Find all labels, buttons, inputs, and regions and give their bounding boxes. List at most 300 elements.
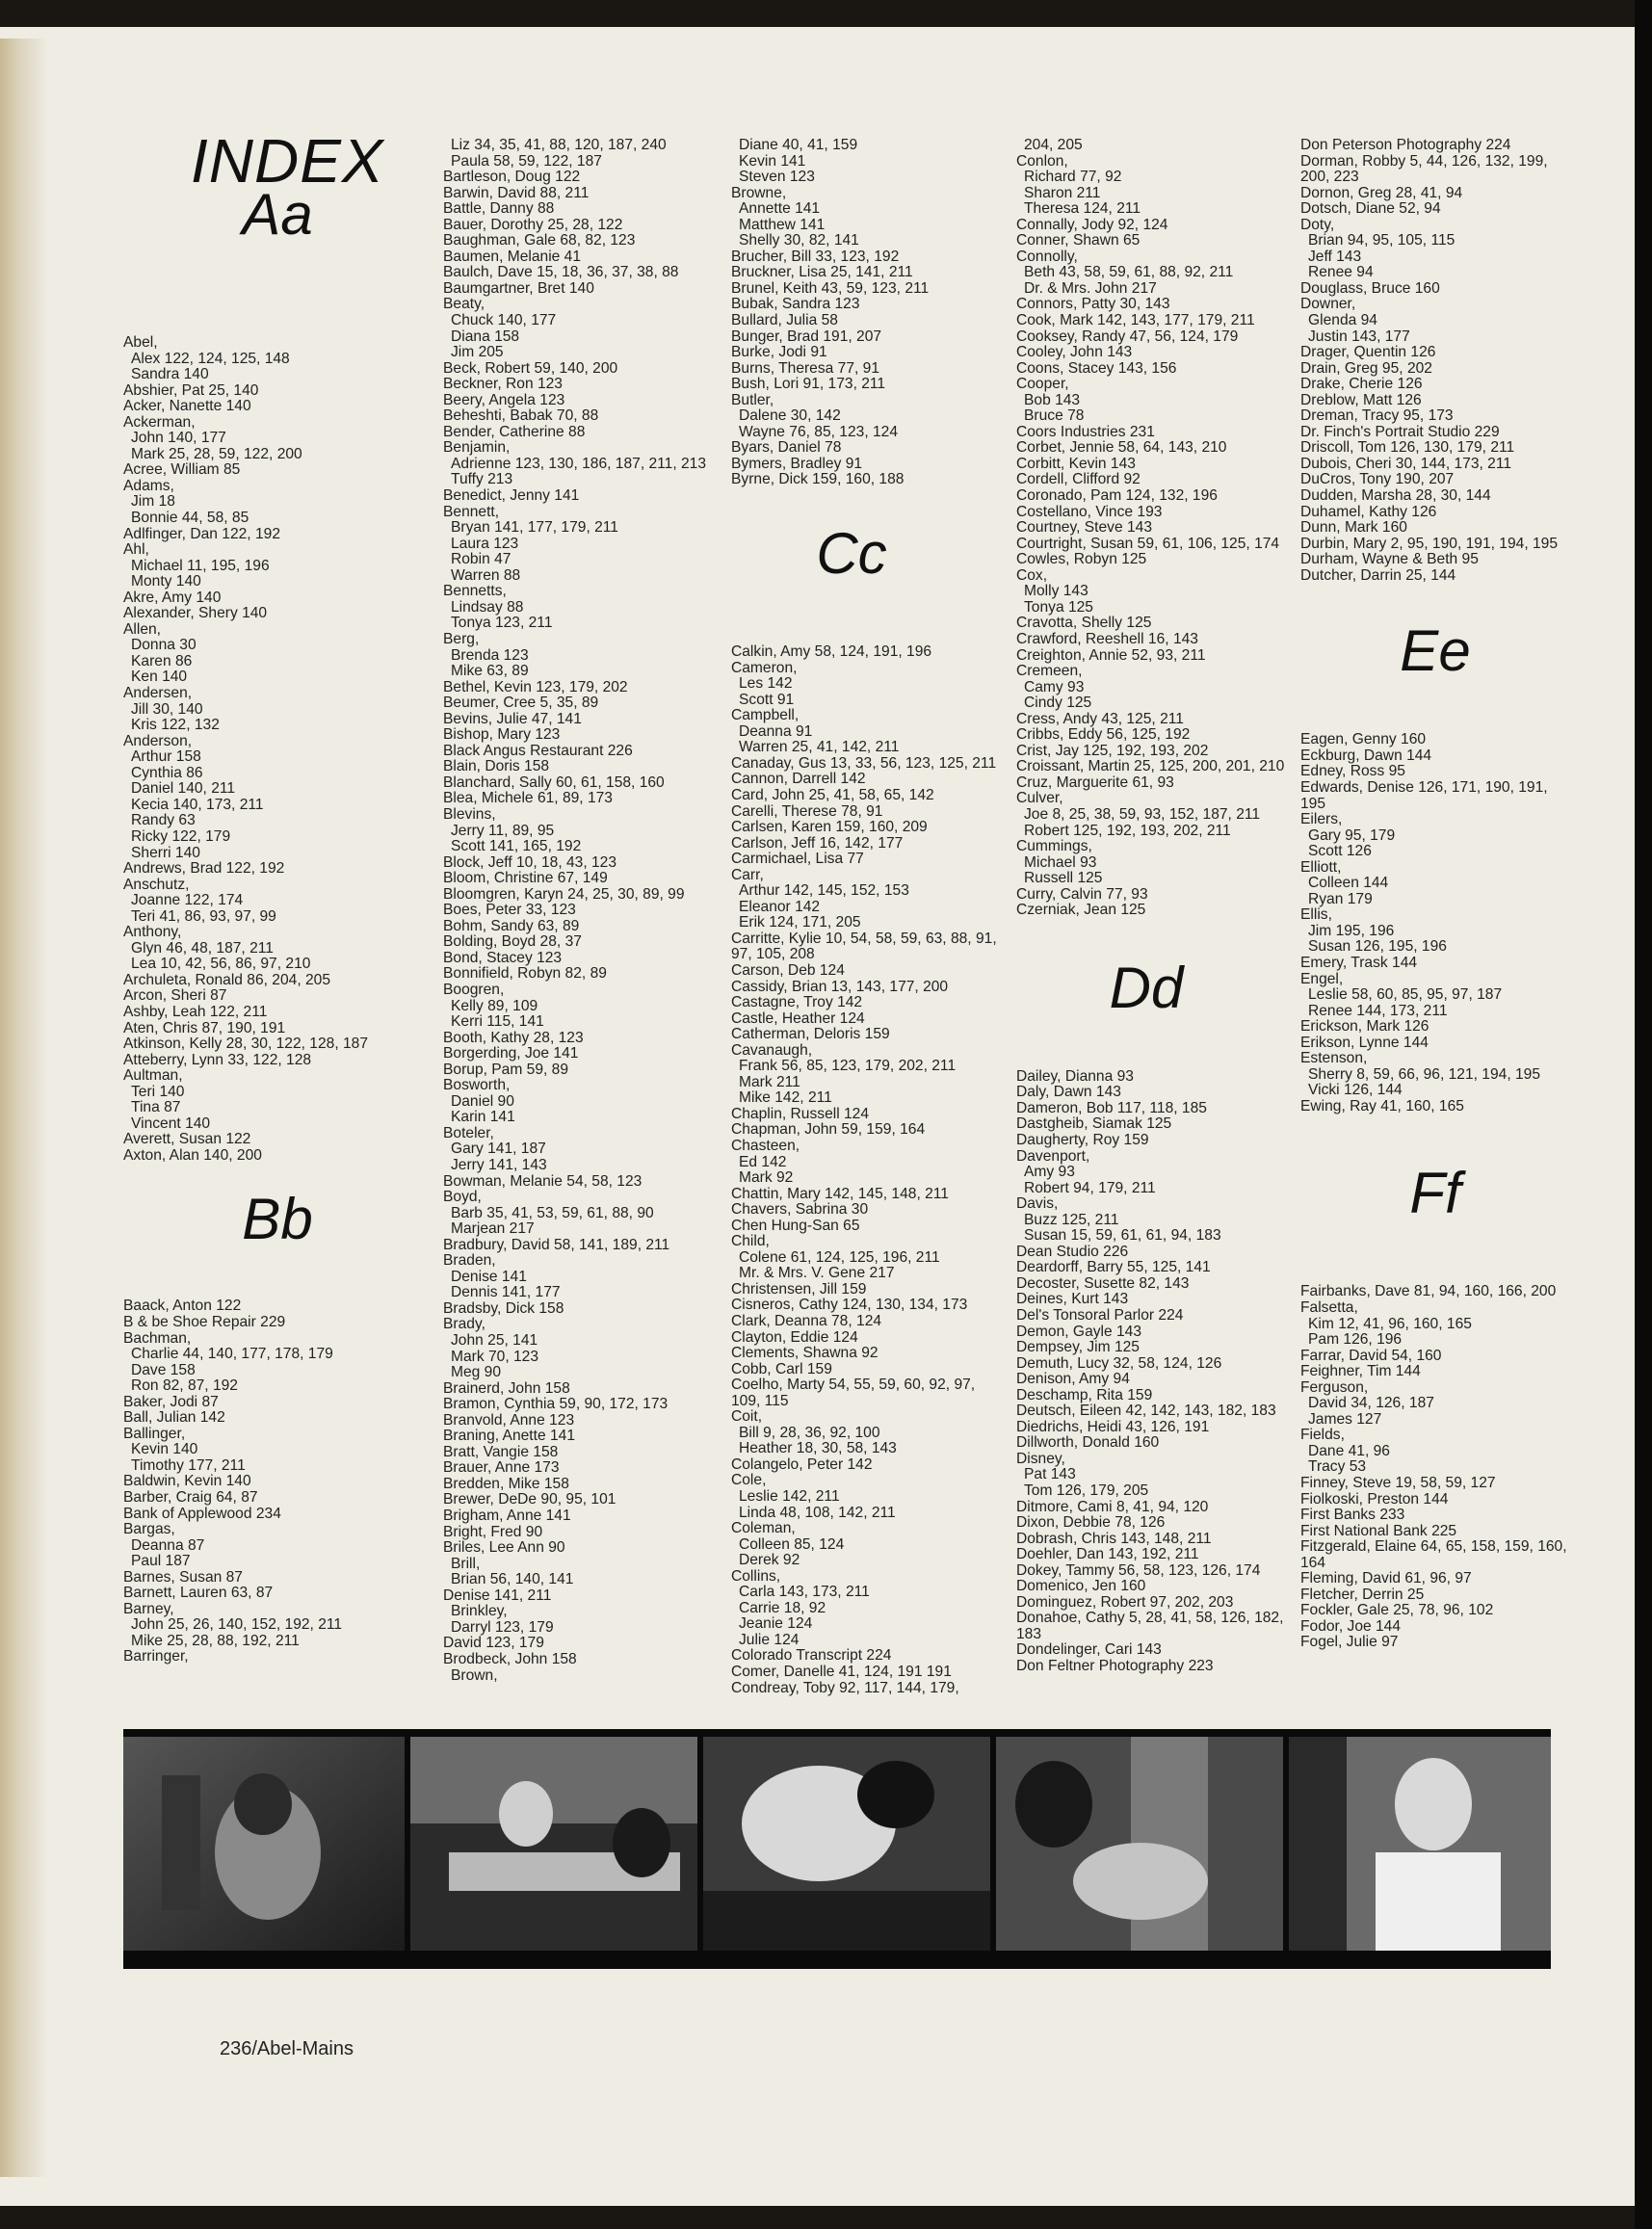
index-entry: Browne,: [731, 184, 787, 201]
index-entry: Connolly,: [1016, 248, 1078, 265]
index-entry: Ricky 122, 179: [131, 827, 231, 845]
index-entry: Baack, Anton 122: [123, 1298, 242, 1315]
index-entry: Cassidy, Brian 13, 143, 177, 200: [731, 978, 949, 995]
index-entry: Dennis 141, 177: [451, 1284, 561, 1301]
index-entry: Dornon, Greg 28, 41, 94: [1300, 184, 1463, 201]
index-entry: Del's Tonsoral Parlor 224: [1016, 1307, 1184, 1324]
index-entry: Timothy 177, 211: [131, 1456, 246, 1474]
letter-heading-a: Aa: [242, 182, 313, 247]
index-entry: Ryan 179: [1308, 890, 1373, 907]
index-entry: Fiolkoski, Preston 144: [1300, 1490, 1449, 1508]
index-entry: Brainerd, John 158: [443, 1379, 570, 1397]
index-entry: Vincent 140: [131, 1114, 211, 1132]
index-entry: Battle, Danny 88: [443, 200, 555, 218]
entries-d: [1016, 1069, 1305, 1675]
index-entry: Clements, Shawna 92: [731, 1345, 878, 1362]
index-entry: Barb 35, 41, 53, 59, 61, 88, 90: [451, 1204, 654, 1221]
index-entry: Clayton, Eddie 124: [731, 1328, 858, 1346]
index-entry: Erik 124, 171, 205: [739, 914, 861, 931]
index-entry: Bennetts,: [443, 583, 507, 600]
index-entry: Acree, William 85: [123, 461, 241, 479]
index-entry: Arthur 142, 145, 152, 153: [739, 882, 909, 900]
index-entry: Kevin 140: [131, 1441, 198, 1458]
index-entry: Braning, Anette 141: [443, 1428, 575, 1445]
index-entry: Bob 143: [1024, 391, 1081, 408]
letter-heading-e: Ee: [1400, 618, 1471, 684]
index-entry: Baldwin, Kevin 140: [123, 1473, 251, 1490]
index-entry: Fodor, Joe 144: [1300, 1617, 1402, 1635]
index-entry: David 123, 179: [443, 1635, 544, 1652]
index-entry: Dr. Finch's Portrait Studio 229: [1300, 423, 1500, 440]
index-entry: Vicki 126, 144: [1308, 1082, 1403, 1099]
index-entry: Disney,: [1016, 1450, 1065, 1467]
index-entry: Aultman,: [123, 1067, 183, 1085]
index-entry: Blevins,: [443, 805, 496, 823]
index-entry: Arthur 158: [131, 748, 201, 766]
index-entry: Bevins, Julie 47, 141: [443, 710, 582, 727]
index-entry: Bosworth,: [443, 1077, 511, 1094]
index-entry: Bartleson, Doug 122: [443, 169, 581, 186]
index-entry: Creighton, Annie 52, 93, 211: [1016, 646, 1206, 664]
index-column-1: [123, 182, 432, 1665]
index-entry: Croissant, Martin 25, 125, 200, 201, 210: [1016, 758, 1285, 775]
index-entry: Bloom, Christine 67, 149: [443, 870, 608, 887]
index-entry: Dokey, Tammy 56, 58, 123, 126, 174: [1016, 1561, 1261, 1579]
index-entry: Benedict, Jenny 141: [443, 487, 580, 505]
index-entry: Carla 143, 173, 211: [739, 1584, 870, 1601]
index-entry: Bonnifield, Robyn 82, 89: [443, 965, 607, 983]
index-entry: Erickson, Mark 126: [1300, 1018, 1429, 1036]
index-entry: Czerniak, Jean 125: [1016, 902, 1146, 919]
index-entry: Black Angus Restaurant 226: [443, 742, 633, 759]
index-entry: Connors, Patty 30, 143: [1016, 296, 1170, 313]
index-entry: Fleming, David 61, 96, 97: [1300, 1570, 1472, 1587]
index-entry: Borgerding, Joe 141: [443, 1045, 579, 1062]
index-entry: Wayne 76, 85, 123, 124: [739, 423, 899, 440]
index-entry: Ackerman,: [123, 413, 196, 431]
index-entry: Byars, Daniel 78: [731, 439, 842, 457]
index-entry: Block, Jeff 10, 18, 43, 123: [443, 853, 617, 871]
index-entry: Barney,: [123, 1600, 174, 1617]
index-entry: Carr,: [731, 866, 764, 883]
index-entry: Campbell,: [731, 707, 800, 724]
index-entry: Comer, Danelle 41, 124, 191 191: [731, 1664, 952, 1681]
index-entry: David 34, 126, 187: [1308, 1395, 1434, 1412]
index-entry: Cordell, Clifford 92: [1016, 471, 1141, 488]
letter-heading-d: Dd: [1109, 955, 1184, 1020]
index-entry: Ball, Julian 142: [123, 1409, 225, 1427]
index-entry: Joanne 122, 174: [131, 892, 244, 909]
index-entry: Emery, Trask 144: [1300, 954, 1418, 971]
index-entry: Fockler, Gale 25, 78, 96, 102: [1300, 1602, 1494, 1619]
index-entry: Diedrichs, Heidi 43, 126, 191: [1016, 1418, 1210, 1435]
index-entry: Barnett, Lauren 63, 87: [123, 1585, 274, 1602]
index-entry: Chapman, John 59, 159, 164: [731, 1121, 926, 1139]
index-entry: Decoster, Susette 82, 143: [1016, 1274, 1190, 1292]
index-entry: Scott 141, 165, 192: [451, 838, 582, 855]
index-entry: Ferguson,: [1300, 1378, 1369, 1396]
index-entry: Karen 86: [131, 652, 193, 669]
index-entry: Dalene 30, 142: [739, 407, 841, 425]
index-entry: Tonya 125: [1024, 598, 1093, 616]
index-entry: Brauer, Anne 173: [443, 1459, 560, 1477]
index-entry: Engel,: [1300, 970, 1344, 987]
index-entry: Blanchard, Sally 60, 61, 158, 160: [443, 774, 665, 791]
index-entry: Dameron, Bob 117, 118, 185: [1016, 1099, 1207, 1116]
index-entry: Kevin 141: [739, 152, 806, 170]
index-entry: Dotsch, Diane 52, 94: [1300, 200, 1441, 218]
index-entry: Boogren,: [443, 981, 505, 998]
index-entry: Bank of Applewood 234: [123, 1505, 281, 1522]
index-entry: Dobrash, Chris 143, 148, 211: [1016, 1530, 1212, 1547]
index-entry: Durham, Wayne & Beth 95: [1300, 551, 1479, 568]
index-entry: Amy 93: [1024, 1164, 1075, 1181]
index-entry: Chasteen,: [731, 1137, 800, 1154]
index-entry: Eagen, Genny 160: [1300, 731, 1427, 748]
index-entry: Pam 126, 196: [1308, 1331, 1403, 1349]
index-entry: Douglass, Bruce 160: [1300, 279, 1440, 297]
entries-b: [123, 1298, 432, 1665]
index-entry: Baulch, Dave 15, 18, 36, 37, 38, 88: [443, 264, 679, 281]
index-entry: B & be Shoe Repair 229: [123, 1313, 286, 1330]
index-entry: Cowles, Robyn 125: [1016, 551, 1147, 568]
index-entry: Cindy 125: [1024, 695, 1092, 712]
index-entry: Baker, Jodi 87: [123, 1393, 219, 1410]
index-entry: Barnes, Susan 87: [123, 1568, 243, 1586]
index-entry: Susan 15, 59, 61, 61, 94, 183: [1024, 1227, 1221, 1245]
index-entry: Eilers,: [1300, 811, 1343, 828]
index-entry: Arcon, Sheri 87: [123, 987, 227, 1005]
index-entry: Meg 90: [451, 1364, 502, 1381]
index-entry: 204, 205: [1024, 137, 1083, 153]
index-entry: Carlson, Jeff 16, 142, 177: [731, 834, 904, 852]
index-entry: Jeff 143: [1308, 248, 1362, 265]
index-entry: Shelly 30, 82, 141: [739, 232, 859, 249]
index-entry: Catherman, Deloris 159: [731, 1026, 890, 1043]
entries-top: [1016, 138, 1305, 919]
index-entry: Dudden, Marsha 28, 30, 144: [1300, 487, 1491, 505]
index-entry: Dunn, Mark 160: [1300, 519, 1407, 537]
index-entry: Dempsey, Jim 125: [1016, 1339, 1140, 1356]
index-entry: Corbet, Jennie 58, 64, 143, 210: [1016, 439, 1227, 457]
index-column-5: [1300, 138, 1570, 1651]
index-entry: Gary 141, 187: [451, 1141, 546, 1158]
index-entry: Castle, Heather 124: [731, 1010, 865, 1027]
index-entry: Boes, Peter 33, 123: [443, 902, 576, 919]
index-entry: Bright, Fred 90: [443, 1523, 543, 1540]
index-entry: Anderson,: [123, 732, 193, 749]
index-entry: Michael 11, 195, 196: [131, 557, 270, 574]
index-entry: Teri 41, 86, 93, 97, 99: [131, 907, 276, 925]
index-entry: Beaty,: [443, 296, 485, 313]
index-entry: Culver,: [1016, 790, 1063, 807]
entries-top: [1300, 138, 1570, 584]
index-entry: Cummings,: [1016, 838, 1092, 855]
index-entry: Erikson, Lynne 144: [1300, 1034, 1429, 1051]
index-entry: Mr. & Mrs. V. Gene 217: [739, 1265, 895, 1282]
index-entry: Pat 143: [1024, 1466, 1076, 1483]
index-column-2: [443, 138, 732, 1684]
index-entry: Mark 25, 28, 59, 122, 200: [131, 445, 302, 462]
index-entry: Steven 123: [739, 169, 815, 186]
index-entry: Bohm, Sandy 63, 89: [443, 917, 580, 934]
index-entry: Driscoll, Tom 126, 130, 179, 211: [1300, 439, 1515, 457]
index-entry: Mark 211: [739, 1073, 800, 1090]
index-entry: Les 142: [739, 675, 793, 693]
index-entry: Bargas,: [123, 1521, 175, 1538]
index-entry: Warren 88: [451, 566, 521, 584]
index-entry: Bill 9, 28, 36, 92, 100: [739, 1424, 880, 1441]
index-entry: Ken 140: [131, 669, 188, 686]
index-entry: Eleanor 142: [739, 898, 821, 915]
index-entry: Glenda 94: [1308, 312, 1377, 329]
index-entry: Finney, Steve 19, 58, 59, 127: [1300, 1475, 1496, 1491]
index-entry: Frank 56, 85, 123, 179, 202, 211: [739, 1058, 957, 1075]
index-entry: Baughman, Gale 68, 82, 123: [443, 232, 636, 249]
index-entry: Darryl 123, 179: [451, 1618, 554, 1636]
index-entry: Bubak, Sandra 123: [731, 296, 860, 313]
index-entry: Collins,: [731, 1567, 781, 1585]
index-entry: Chavers, Sabrina 30: [731, 1201, 869, 1219]
classroom-photo-3: [703, 1737, 990, 1951]
index-entry: Axton, Alan 140, 200: [123, 1146, 262, 1164]
index-entry: Camy 93: [1024, 678, 1085, 695]
index-entry: Cameron,: [731, 659, 798, 676]
index-entry: Jim 205: [451, 344, 504, 361]
index-entry: Susan 126, 195, 196: [1308, 938, 1447, 956]
index-entry: Bloomgren, Karyn 24, 25, 30, 89, 99: [443, 885, 685, 903]
index-entry: Jerry 141, 143: [451, 1157, 547, 1173]
index-entry: Tom 126, 179, 205: [1024, 1482, 1149, 1500]
index-entry: Don Peterson Photography 224: [1300, 137, 1511, 153]
index-entry: Barber, Craig 64, 87: [123, 1489, 258, 1506]
index-entry: Tina 87: [131, 1099, 181, 1116]
index-entry: Ellis,: [1300, 906, 1332, 924]
index-entry: Dillworth, Donald 160: [1016, 1434, 1160, 1452]
entries-a: [123, 335, 432, 1164]
index-entry: DuCros, Tony 190, 207: [1300, 471, 1455, 488]
index-entry: Denise 141: [451, 1268, 527, 1285]
index-title: INDEX: [191, 126, 384, 196]
index-entry: Aten, Chris 87, 190, 191: [123, 1019, 286, 1036]
classroom-photo-4: [996, 1737, 1283, 1951]
index-entry: Robert 125, 192, 193, 202, 211: [1024, 822, 1231, 839]
index-entry: Crist, Jay 125, 192, 193, 202: [1016, 742, 1209, 759]
index-entry: Deschamp, Rita 159: [1016, 1386, 1153, 1403]
index-entry: Andrews, Brad 122, 192: [123, 860, 285, 878]
index-entry: Coleman,: [731, 1520, 796, 1537]
index-entry: Jeanie 124: [739, 1615, 813, 1633]
index-entry: Cobb, Carl 159: [731, 1360, 832, 1377]
index-entry: Matthew 141: [739, 216, 826, 233]
index-entry: Dean Studio 226: [1016, 1243, 1129, 1260]
index-entry: Byrne, Dick 159, 160, 188: [731, 471, 905, 488]
index-entry: Boyd,: [443, 1189, 482, 1206]
index-entry: Monty 140: [131, 573, 201, 590]
index-entry: Ashby, Leah 122, 211: [123, 1003, 268, 1020]
index-column-3: [731, 138, 1020, 1696]
index-entry: Dominguez, Robert 97, 202, 203: [1016, 1593, 1234, 1611]
index-entry: Cynthia 86: [131, 764, 203, 781]
index-entry: Glyn 46, 48, 187, 211: [131, 939, 274, 957]
index-entry: Downer,: [1300, 296, 1356, 313]
index-entry: Braden,: [443, 1252, 496, 1270]
index-entry: Daniel 140, 211: [131, 780, 236, 798]
index-entry: Dailey, Dianna 93: [1016, 1067, 1134, 1085]
index-entry: Ewing, Ray 41, 160, 165: [1300, 1097, 1464, 1114]
index-entry: Brucher, Bill 33, 123, 192: [731, 248, 900, 265]
index-entry: First Banks 233: [1300, 1507, 1405, 1524]
index-entry: Sandra 140: [131, 366, 209, 383]
index-entry: Deutsch, Eileen 42, 142, 143, 182, 183: [1016, 1403, 1276, 1420]
index-entry: Ditmore, Cami 8, 41, 94, 120: [1016, 1498, 1209, 1515]
index-entry: Demon, Gayle 143: [1016, 1323, 1142, 1340]
entries-e: [1300, 732, 1570, 1114]
index-entry: Drager, Quentin 126: [1300, 344, 1436, 361]
index-entry: Bullard, Julia 58: [731, 312, 838, 329]
index-entry: Cox,: [1016, 566, 1048, 584]
index-entry: Beckner, Ron 123: [443, 376, 563, 393]
index-entry: Fogel, Julie 97: [1300, 1634, 1399, 1651]
index-entry: Don Feltner Photography 223: [1016, 1658, 1214, 1675]
index-entry: Randy 63: [131, 812, 196, 829]
index-entry: Archuleta, Ronald 86, 204, 205: [123, 971, 331, 988]
index-entry: Bishop, Mary 123: [443, 726, 561, 744]
index-entry: Mike 63, 89: [451, 663, 529, 680]
index-entry: Brinkley,: [451, 1603, 508, 1620]
index-entry: Doehler, Dan 143, 192, 211: [1016, 1546, 1199, 1563]
index-entry: Bunger, Brad 191, 207: [731, 328, 882, 345]
book-edge: [1635, 0, 1652, 2229]
index-entry: Diana 158: [451, 328, 520, 345]
classroom-photo-5: [1289, 1737, 1551, 1951]
index-entry: Bethel, Kevin 123, 179, 202: [443, 678, 628, 695]
index-entry: Benjamin,: [443, 439, 511, 457]
index-entry: Courtney, Steve 143: [1016, 519, 1153, 537]
index-entry: Connally, Jody 92, 124: [1016, 216, 1168, 233]
index-entry: Theresa 124, 211: [1024, 200, 1141, 218]
index-entry: John 25, 141: [451, 1332, 538, 1350]
index-entry: Cole,: [731, 1472, 767, 1489]
index-entry: Bradsby, Dick 158: [443, 1299, 564, 1317]
index-entry: Cook, Mark 142, 143, 177, 179, 211: [1016, 312, 1255, 329]
index-entry: Sharon 211: [1024, 184, 1101, 201]
index-entry: Deanna 87: [131, 1536, 205, 1554]
index-entry: Carson, Deb 124: [731, 961, 845, 979]
index-entry: Kelly 89, 109: [451, 997, 538, 1014]
index-entry: Brewer, DeDe 90, 95, 101: [443, 1491, 616, 1508]
index-entry: Bennett,: [443, 503, 500, 520]
index-entry: Cribbs, Eddy 56, 125, 192: [1016, 726, 1191, 744]
index-entry: Drake, Cherie 126: [1300, 376, 1423, 393]
index-entry: Brill,: [451, 1555, 481, 1572]
entries-c: [731, 644, 1020, 1696]
index-entry: Farrar, David 54, 160: [1300, 1347, 1442, 1364]
index-entry: Donna 30: [131, 637, 197, 654]
index-entry: Cremeen,: [1016, 663, 1083, 680]
index-entry: Annette 141: [739, 200, 821, 218]
index-entry: Bryan 141, 177, 179, 211: [451, 519, 618, 537]
index-entry: Bowman, Melanie 54, 58, 123: [443, 1172, 642, 1190]
index-entry: Cooley, John 143: [1016, 344, 1133, 361]
index-entry: Teri 140: [131, 1083, 185, 1100]
index-entry: Brenda 123: [451, 646, 529, 664]
index-entry: Paul 187: [131, 1553, 191, 1570]
index-entry: Bratt, Vangie 158: [443, 1443, 559, 1460]
index-entry: Barwin, David 88, 211: [443, 184, 590, 201]
index-entry: Chuck 140, 177: [451, 312, 557, 329]
index-entry: Beth 43, 58, 59, 61, 88, 92, 211: [1024, 264, 1234, 281]
index-entry: Colene 61, 124, 125, 196, 211: [739, 1248, 940, 1266]
index-entry: Corbitt, Kevin 143: [1016, 455, 1136, 472]
index-entry: Dorman, Robby 5, 44, 126, 132, 199, 200, 223: [1300, 152, 1548, 186]
index-entry: Scott 126: [1308, 843, 1372, 860]
index-entry: Linda 48, 108, 142, 211: [739, 1504, 896, 1521]
index-entry: Briles, Lee Ann 90: [443, 1539, 565, 1557]
index-entry: Robert 94, 179, 211: [1024, 1179, 1156, 1196]
index-entry: Heather 18, 30, 58, 143: [739, 1440, 897, 1457]
index-entry: Carritte, Kylie 10, 54, 58, 59, 63, 88, 91, 97, 105, 208: [731, 930, 997, 963]
index-entry: Beery, Angela 123: [443, 391, 565, 408]
index-entry: Donahoe, Cathy 5, 28, 41, 58, 126, 182, 183: [1016, 1610, 1284, 1642]
index-entry: Domenico, Jen 160: [1016, 1578, 1146, 1595]
index-column-4: [1016, 138, 1305, 1675]
entries-top: [731, 138, 1020, 488]
index-entry: Chaplin, Russell 124: [731, 1105, 870, 1122]
index-entry: Coons, Stacey 143, 156: [1016, 359, 1177, 377]
index-entry: Clark, Deanna 78, 124: [731, 1313, 882, 1329]
index-entry: Branvold, Anne 123: [443, 1411, 575, 1429]
index-entry: Mark 92: [739, 1169, 794, 1187]
index-entry: Atteberry, Lynn 33, 122, 128: [123, 1051, 312, 1068]
index-entry: Daly, Dawn 143: [1016, 1084, 1121, 1101]
index-entry: Leslie 58, 60, 85, 95, 97, 187: [1308, 986, 1503, 1004]
index-entry: Drain, Greg 95, 202: [1300, 359, 1432, 377]
index-entry: Kris 122, 132: [131, 717, 220, 734]
index-entry: Dubois, Cheri 30, 144, 173, 211: [1300, 455, 1512, 472]
index-entry: Bush, Lori 91, 173, 211: [731, 376, 886, 393]
index-entry: Atkinson, Kelly 28, 30, 122, 128, 187: [123, 1036, 369, 1053]
index-entry: Denise 141, 211: [443, 1587, 552, 1604]
index-entry: Dr. & Mrs. John 217: [1024, 279, 1157, 297]
index-entry: Bauer, Dorothy 25, 28, 122: [443, 216, 623, 233]
index-entry: Fletcher, Derrin 25: [1300, 1586, 1425, 1603]
index-entry: Coronado, Pam 124, 132, 196: [1016, 487, 1218, 505]
index-entry: Buzz 125, 211: [1024, 1211, 1119, 1228]
index-entry: Blea, Michele 61, 89, 173: [443, 790, 613, 807]
index-entry: Carmichael, Lisa 77: [731, 851, 864, 868]
index-entry: Joe 8, 25, 38, 59, 93, 152, 187, 211: [1024, 805, 1261, 823]
index-entry: Gary 95, 179: [1308, 826, 1396, 844]
index-entry: Boteler,: [443, 1124, 494, 1141]
index-entry: Russell 125: [1024, 870, 1103, 887]
letter-heading-b: Bb: [242, 1187, 313, 1252]
index-entry: Brown,: [451, 1666, 498, 1684]
index-entry: Jill 30, 140: [131, 700, 203, 718]
index-entry: Alex 122, 124, 125, 148: [131, 350, 290, 367]
index-entry: Lea 10, 42, 56, 86, 97, 210: [131, 956, 311, 973]
index-entry: Brigham, Anne 141: [443, 1508, 571, 1525]
index-entry: Barringer,: [123, 1648, 189, 1665]
index-entry: Colorado Transcript 224: [731, 1647, 892, 1665]
index-entry: Bender, Catherine 88: [443, 423, 586, 440]
index-entry: Karin 141: [451, 1109, 515, 1126]
index-entry: First National Bank 225: [1300, 1522, 1457, 1539]
index-entry: Adams,: [123, 477, 174, 494]
index-entry: Calkin, Amy 58, 124, 191, 196: [731, 643, 932, 661]
index-entry: Beck, Robert 59, 140, 200: [443, 359, 618, 377]
index-entry: Averett, Susan 122: [123, 1131, 251, 1148]
